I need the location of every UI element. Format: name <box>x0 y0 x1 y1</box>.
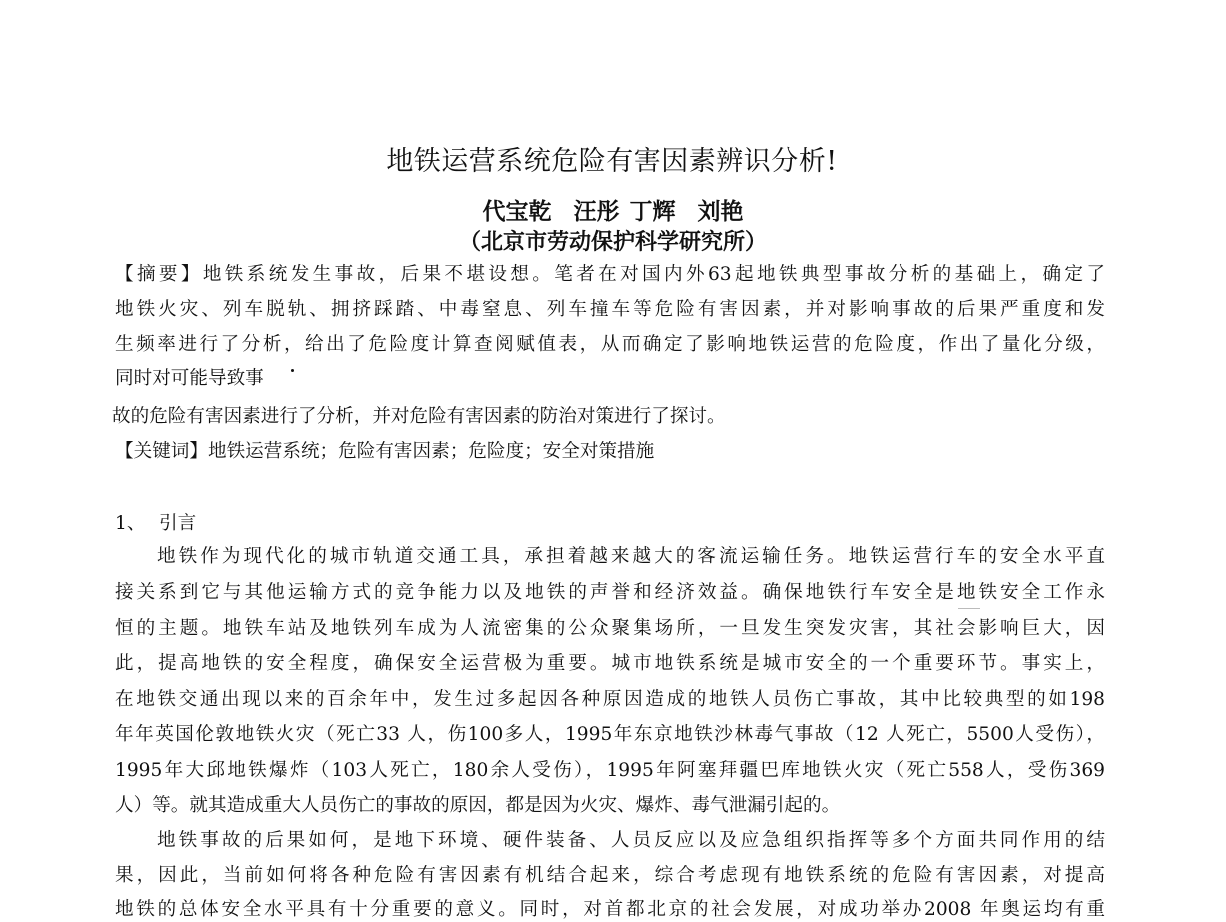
section-number: 1、 <box>115 513 146 534</box>
body-line: 此，提高地铁的安全程度，确保安全运营极为重要。城市地铁系统是城市安全的一个重要环节。事实上， <box>115 653 1105 674</box>
body-line: 年年英国伦敦地铁火灾（死亡33 人，伤100多人，1995年东京地铁沙林毒气事故（12 人死亡，5500人受伤）， <box>115 724 1105 745</box>
body-line: 1995年大邱地铁爆炸（103人死亡，180余人受伤），1995年阿塞拜疆巴库地铁火灾（死亡558人，受伤369 <box>115 760 1105 781</box>
body-line: 地铁的总体安全水平具有十分重要的意义。同时，对首都北京的社会发展，对成功举办2008 年奥运均有重 <box>115 899 1105 920</box>
paper-title: 地铁运营系统危险有害因素辨识分析! <box>386 146 838 177</box>
scan-speck <box>291 369 294 372</box>
author-name: 代宝乾 <box>482 199 552 225</box>
abstract-line: 同时对可能导致事 <box>115 368 264 389</box>
body-line: 人）等。就其造成重大人员伤亡的事故的原因，都是因为火灾、爆炸、毒气泄漏引起的。 <box>115 795 841 816</box>
abstract-line: 地铁火灾、列车脱轨、拥挤踩踏、中毒窒息、列车撞车等危险有害因素，并对影响事故的后果严重度和发 <box>115 299 1105 320</box>
author-name: 丁辉 <box>629 199 676 225</box>
abstract-line: 【摘要】地铁系统发生事故，后果不堪设想。笔者在对国内外63起地铁典型事故分析的基础上，确定了 <box>115 264 1105 285</box>
body-line: 恒的主题。地铁车站及地铁列车成为人流密集的公众聚集场所，一旦发生突发灾害，其社会影响巨大，因 <box>115 618 1105 639</box>
author-list <box>0 198 1226 226</box>
keywords-line: 【关键词】地铁运营系统；危险有害因素；危险度；安全对策措施 <box>115 441 655 462</box>
body-line: 在地铁交通出现以来的百余年中，发生过多起因各种原因造成的地铁人员伤亡事故，其中比较典型的如198 <box>115 689 1105 710</box>
author-affiliation: （北京市劳动保护科学研究所） <box>458 230 767 255</box>
abstract-line: 生频率进行了分析，给出了危险度计算查阅赋值表，从而确定了影响地铁运营的危险度，作出了量化分级， <box>115 334 1105 355</box>
scan-speck <box>958 608 980 609</box>
body-line: 果，因此，当前如何将各种危险有害因素有机结合起来，综合考虑现有地铁系统的危险有害因素，对提高 <box>115 865 1105 886</box>
section-title: 引言 <box>159 513 197 534</box>
author-name: 刘艳 <box>697 199 744 225</box>
body-line: 接关系到它与其他运输方式的竞争能力以及地铁的声誉和经济效益。确保地铁行车安全是地铁安全工作永 <box>115 582 1105 603</box>
body-line: 地铁作为现代化的城市轨道交通工具，承担着越来越大的客流运输任务。地铁运营行车的安全水平直 <box>157 546 1105 567</box>
abstract-line: 故的危险有害因素进行了分析，并对危险有害因素的防治对策进行了探讨。 <box>112 406 726 427</box>
body-line: 地铁事故的后果如何，是地下环境、硬件装备、人员反应以及应急组织指挥等多个方面共同作用的结 <box>157 830 1105 851</box>
author-name: 汪彤 <box>573 199 620 225</box>
section-heading <box>115 512 196 536</box>
